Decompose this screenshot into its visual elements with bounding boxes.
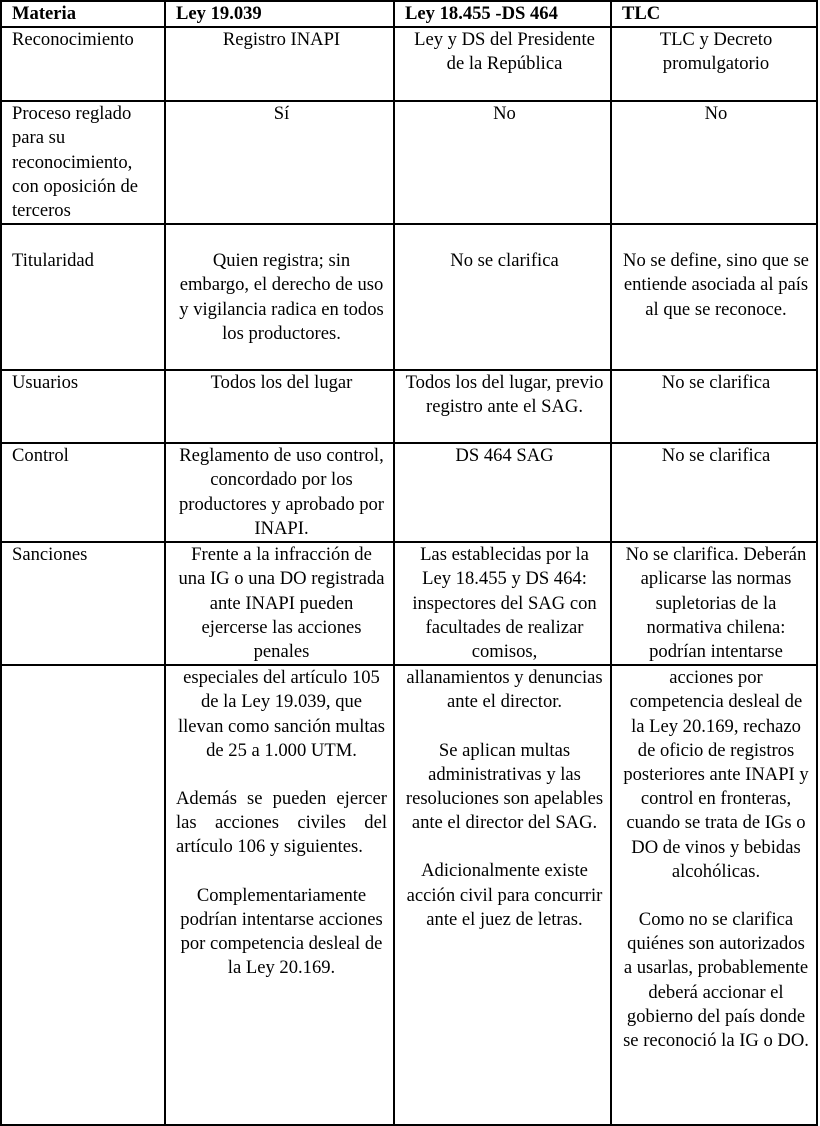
cell-paragraph: allanamientos y denuncias ante el director. <box>406 667 603 713</box>
cell-text: Reglamento de uso control, concordado por los productores y aprobado por INAPI. <box>179 445 384 539</box>
cell-tlc <box>611 101 817 224</box>
cell-text: No se clarifica <box>450 250 559 272</box>
cell-ley-18455 <box>394 443 611 542</box>
table-row-usuarios <box>1 370 817 443</box>
row-label-text: Control <box>12 445 69 467</box>
cell-ley-19039 <box>165 665 394 1125</box>
cell-text: Todos los del lugar <box>210 372 353 394</box>
table-row-titularidad <box>1 224 817 370</box>
cell-text: No se define, sino que se entiende asociada al país al que se reconoce. <box>623 250 809 320</box>
cell-text: No se clarifica. Deberán aplicarse las normas supletorias de la normativa chilena: podrían intentarse <box>625 544 807 663</box>
cell-text: No <box>493 103 516 125</box>
row-label <box>1 27 165 101</box>
cell-ley-19039 <box>165 224 394 370</box>
cell-ley-18455 <box>394 542 611 665</box>
cell-text: DS 464 SAG <box>455 445 554 467</box>
row-label-text: Usuarios <box>12 372 79 394</box>
header-row <box>1 1 817 27</box>
cell-tlc <box>611 443 817 542</box>
cell-text: Quien registra; sin embargo, el derecho de uso y vigilancia radica en todos los productores. <box>179 250 384 344</box>
cell-ley-18455 <box>394 224 611 370</box>
header-materia: Materia <box>1 1 165 27</box>
cell-text: No <box>704 103 728 125</box>
cell-text: Frente a la infracción de una IG o una DO registrada ante INAPI pueden ejercerse las acciones penales <box>178 544 385 663</box>
row-label-text: Titularidad <box>12 250 94 272</box>
table-row-sanciones <box>1 542 817 665</box>
cell-text: Todos los del lugar, previo registro ante el SAG. <box>405 372 604 418</box>
cell-paragraph: acciones por competencia desleal de la Ley 20.169, rechazo de oficio de registros posteriores ante INAPI y control en fronteras, cuando se trata de IGs o DO de vinos y bebidas alcohólicas. <box>623 667 809 882</box>
cell-paragraph: Adicionalmente existe acción civil para concurrir ante el juez de letras. <box>406 860 603 930</box>
cell-ley-18455 <box>394 27 611 101</box>
cell-text: No se clarifica <box>661 445 771 467</box>
header-ley-19039: Ley 19.039 <box>165 1 394 27</box>
cell-text: No se clarifica <box>661 372 771 394</box>
cell-paragraph: Complementariamente podrían intentarse acciones por competencia desleal de la Ley 20.169. <box>180 884 383 979</box>
row-label-empty <box>1 665 165 1125</box>
cell-tlc <box>611 27 817 101</box>
cell-ley-18455 <box>394 665 611 1125</box>
cell-paragraph: especiales del artículo 105 de la Ley 19.039, que llevan como sanción multas de 25 a 1.000 UTM. <box>177 667 386 761</box>
cell-paragraph: Como no se clarifica quiénes son autorizados a usarlas, probablemente deberá accionar el gobierno del país donde se reconoció la IG o DO. <box>623 909 809 1052</box>
table-row-reconocimiento <box>1 27 817 101</box>
cell-paragraph-justified: Además se pueden ejercer las acciones civiles del artículo 106 y siguientes. <box>176 788 387 858</box>
cell-ley-19039 <box>165 370 394 443</box>
cell-text: Sí <box>273 103 290 125</box>
row-label <box>1 443 165 542</box>
header-tlc: TLC <box>611 1 817 27</box>
cell-ley-18455 <box>394 101 611 224</box>
cell-tlc <box>611 224 817 370</box>
cell-ley-18455 <box>394 370 611 443</box>
cell-ley-19039 <box>165 27 394 101</box>
cell-text: Registro INAPI <box>222 29 341 51</box>
header-ley-18455: Ley 18.455 -DS 464 <box>394 1 611 27</box>
row-label-text: Reconocimiento <box>12 29 134 51</box>
cell-text: Ley y DS del Presidente de la República <box>414 29 595 75</box>
table-row-sanciones-continued <box>1 665 817 1125</box>
row-label <box>1 101 165 224</box>
cell-ley-19039 <box>165 542 394 665</box>
cell-paragraph: Se aplican multas administrativas y las resoluciones son apelables ante el director del SAG. <box>405 739 604 834</box>
table-row-control <box>1 443 817 542</box>
row-label <box>1 542 165 665</box>
cell-text: TLC y Decreto promulgatorio <box>659 29 773 75</box>
table-row-proceso-reglado <box>1 101 817 224</box>
cell-tlc <box>611 665 817 1125</box>
cell-ley-19039 <box>165 101 394 224</box>
cell-text: Las establecidas por la Ley 18.455 y DS 464: inspectores del SAG con facultades de realizar comisos, <box>412 544 597 663</box>
cell-tlc <box>611 370 817 443</box>
row-label-text: Sanciones <box>12 544 88 566</box>
row-label-text: Proceso reglado para su reconocimiento, con oposición de terceros <box>12 103 138 222</box>
cell-ley-19039 <box>165 443 394 542</box>
row-label <box>1 224 165 370</box>
row-label <box>1 370 165 443</box>
cell-tlc <box>611 542 817 665</box>
